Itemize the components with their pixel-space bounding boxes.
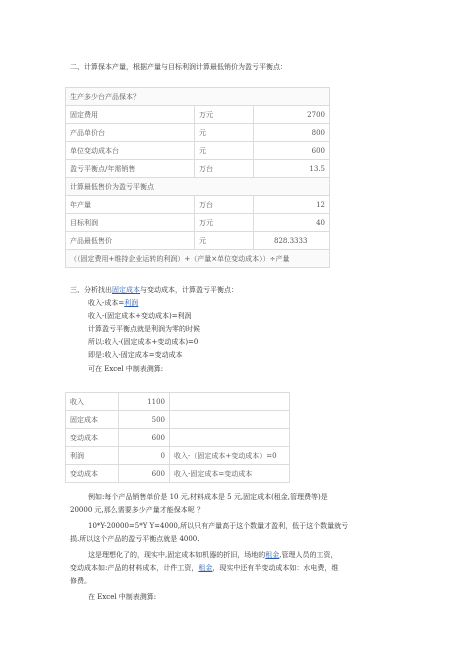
text-line: 可在 Excel 中制表测算: [88, 365, 164, 373]
example-line: 10*Y-20000=5*Y Y=4000,所以只有产量高于这个数量才盈利，低于这个数量就亏 [88, 522, 349, 530]
table-row: 变动成本 600 收入-固定成本=变动成本 [66, 465, 290, 483]
breakeven-table [65, 87, 330, 268]
table-row: 利润 0 收入-（固定成本+变动成本）=0 [66, 447, 290, 465]
profit-link[interactable]: 利润 [124, 299, 139, 307]
table-row: 年产量 万台 12 [66, 196, 330, 214]
example-line: 损.所以这个产品的盈亏平衡点就是 4000. [70, 535, 200, 543]
table-row: 收入 1100 [66, 393, 290, 411]
text-line: 收入-成本=利润 [88, 299, 139, 307]
section3-heading: 三、分析找出固定成本与变动成本，计算盈亏平衡点： [70, 286, 238, 294]
text-line: 所以:收入-(固定成本+变动成本)=0 [88, 338, 199, 346]
table-row: 固定成本 500 [66, 411, 290, 429]
formula-cell: （（固定费用+维持企业运转的利润）+（产量×单位变动成本））÷产量 [66, 250, 330, 268]
example-line: 20000 元,那么需要多少产量才能保本呢 ？ [70, 506, 204, 514]
text-line: 收入-(固定成本+变动成本)=利润 [88, 312, 192, 320]
fixed-cost-link[interactable]: 固定成本 [112, 286, 140, 294]
excel-table [65, 392, 290, 483]
example-line: 在 Excel 中制表测算: [88, 593, 157, 601]
rent-link[interactable]: 租金 [265, 551, 280, 559]
example-line: 例如:每个产品销售单价是 10 元,材料成本是 5 元,固定成本(租金,管理费等)是 [88, 493, 328, 501]
example-line: 变动成本如:产品的材料成本，计件工资，租金，现实中还有半变动成本如：水电费，维 [70, 564, 339, 572]
table-row: 产品单价台 元 800 [66, 124, 330, 142]
table-row: 单位变动成本台 元 600 [66, 142, 330, 160]
table-row: 变动成本 600 [66, 429, 290, 447]
example-line: 这是理想化了的，现实中,固定成本如机器的折旧，场地的租金,管理人员的工资， [88, 551, 338, 559]
rent-link[interactable]: 租金 [198, 564, 213, 572]
table-row: 盈亏平衡点/年需销售 万台 13.5 [66, 160, 330, 178]
table-title: 生产多少台产品保本？ [66, 88, 330, 106]
text-line: 计算盈亏平衡点就是利润为零的时候 [88, 325, 200, 333]
table-row: 产品最低售价 元 828.3333 [66, 232, 330, 250]
table-subtitle: 计算最低售价为盈亏平衡点 [66, 178, 330, 196]
text-line: 即是:收入-固定成本=变动成本 [88, 351, 183, 359]
table-row: 固定费用 万元 2700 [66, 106, 330, 124]
table-row: 目标利润 万元 40 [66, 214, 330, 232]
section2-heading: 二、计算保本产量，根据产量与目标利润计算最低销价为盈亏平衡点： [70, 63, 287, 71]
example-line: 修费。 [70, 577, 91, 585]
